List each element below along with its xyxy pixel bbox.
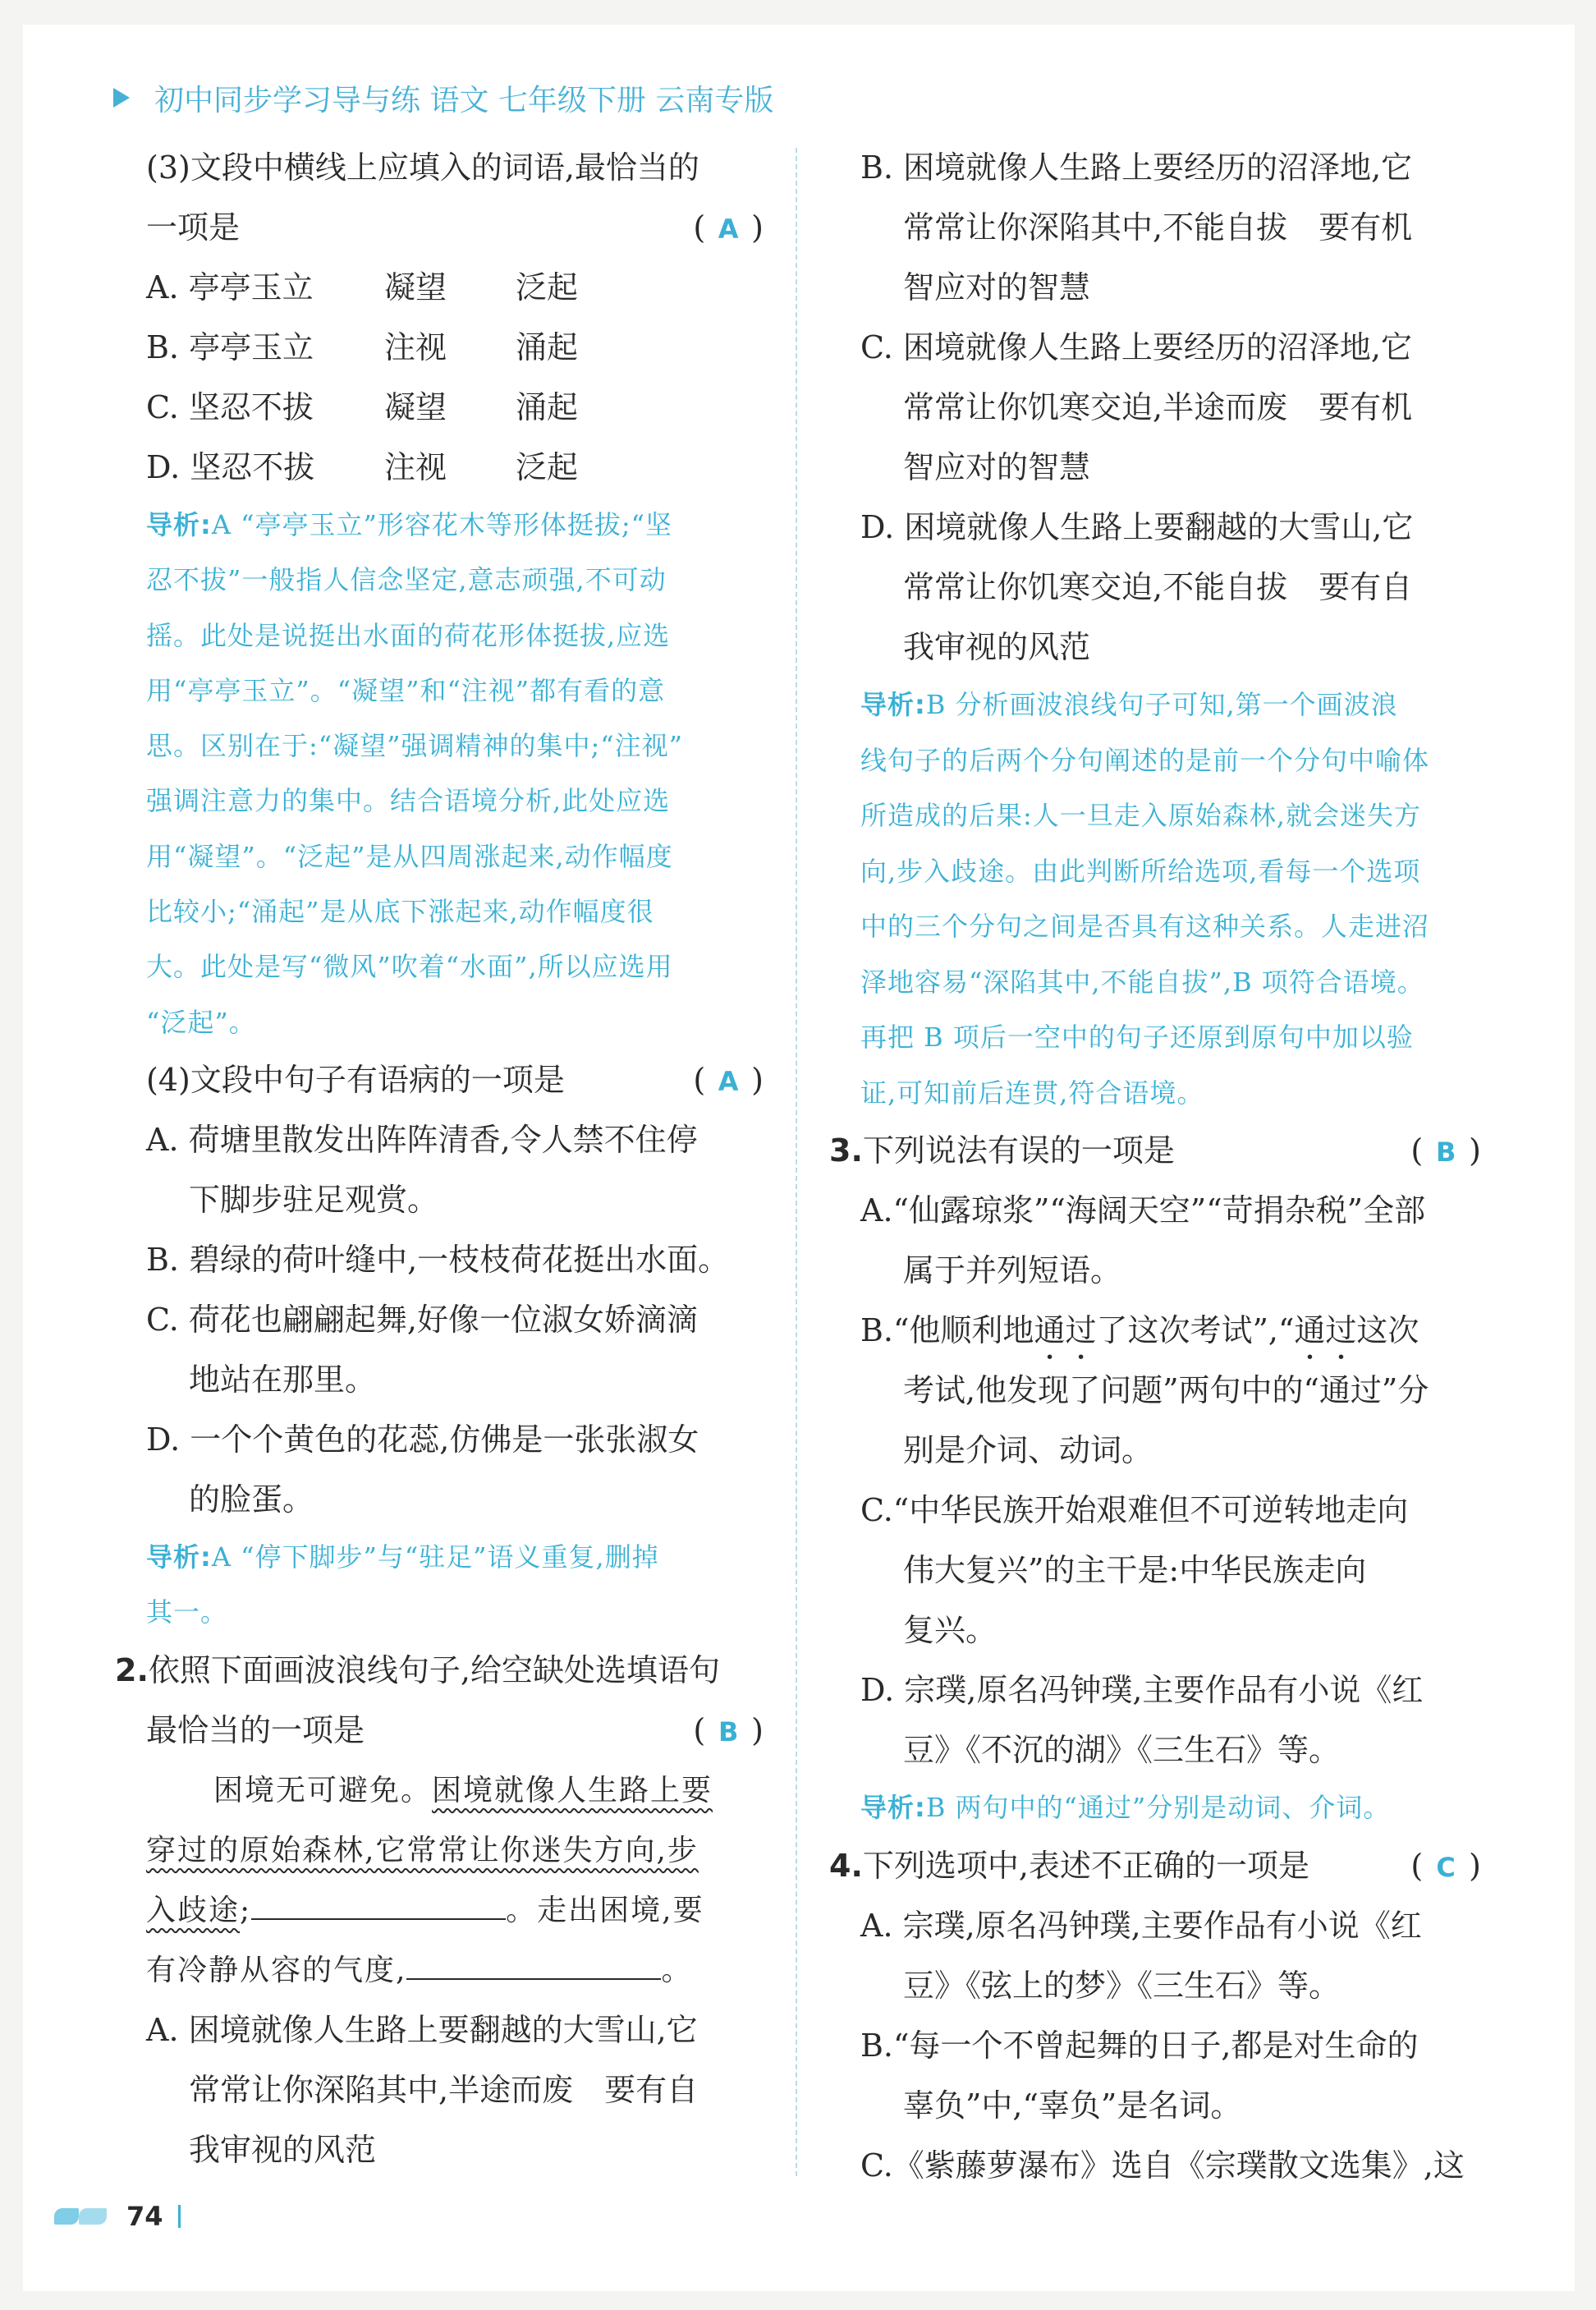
- q4-option-c-line2: 地站在那里。: [189, 1361, 377, 1398]
- q3-option-c-line1: C.“中华民族开始艰难但不可逆转地走向: [860, 1492, 1409, 1528]
- page-number: 74: [126, 2201, 163, 2232]
- analysis-line: 大。此处是写“微风”吹着“水面”,所以应选用: [146, 951, 673, 983]
- analysis-line: 用“凝望”。“泛起”是从四周涨起来,动作幅度: [146, 840, 673, 872]
- question-number: 3.: [829, 1132, 863, 1169]
- passage-line: [146, 1881, 764, 1940]
- q4-stem: [146, 1050, 764, 1110]
- option-text: 注视: [384, 449, 447, 485]
- q3-option-a-line1: A.“仙露琼浆”“海阔天空”“苛捐杂税”全部: [860, 1192, 1426, 1228]
- option-text: 涌起: [516, 389, 579, 425]
- analysis-line: 强调注意力的集中。结合语境分析,此处应选: [146, 785, 671, 817]
- analysis-label: 导析:: [146, 1541, 212, 1573]
- option-text: 凝望: [384, 389, 447, 425]
- analysis-line: 泽地容易“深陷其中,不能自拔”,B 项符合语境。: [860, 966, 1424, 998]
- book-header: [113, 77, 773, 118]
- q4-stem-text: 下列选项中,表述不正确的一项是: [862, 1847, 1309, 1884]
- q3-option-d-line1: D. 宗璞,原名冯钟璞,主要作品有小说《红: [860, 1672, 1424, 1708]
- q3-option-a: [146, 258, 764, 318]
- passage-wavy-text: 入歧途: [146, 1893, 241, 1927]
- option-text: 凝望: [384, 269, 447, 305]
- q2-option-b-line1: B. 困境就像人生路上要经历的沼泽地,它: [860, 149, 1413, 186]
- q4-option-a-line1: A. 宗璞,原名冯钟璞,主要作品有小说《红: [860, 1907, 1422, 1944]
- q2-answer-paren: ( B ): [693, 1701, 764, 1762]
- q3-stem-text: 下列说法有误的一项是: [862, 1132, 1175, 1169]
- passage-text: 困境无可避免。: [213, 1773, 433, 1807]
- q2-analysis: [860, 677, 1481, 1121]
- q3-option-b-line1: [860, 1301, 1481, 1361]
- q3-option-c: [146, 378, 764, 438]
- option-text: 注视: [384, 329, 447, 365]
- q2-option-d-line3: 我审视的风范: [903, 629, 1091, 665]
- q3-stem-text: 一项是: [146, 209, 241, 246]
- option-text: B.“他顺利地: [860, 1312, 1034, 1348]
- page-number-bar: [178, 2205, 181, 2228]
- q2-option-c-line3: 智应对的智慧: [903, 449, 1091, 485]
- passage-line: [146, 1821, 764, 1881]
- passage-wavy-text: 困境就像人生路上要: [432, 1773, 713, 1807]
- passage-line: [146, 1940, 764, 2000]
- passage-text: 。: [661, 1953, 693, 1987]
- q4-analysis: [146, 1530, 764, 1641]
- q4-stem-text: (4)文段中句子有语病的一项是: [146, 1061, 565, 1098]
- analysis-line: B 分析画波浪线句子可知,第一个画波浪: [925, 689, 1398, 720]
- q4-option-b: B. 碧绿的荷叶缝中,一枝枝荷花挺出水面。: [146, 1241, 730, 1278]
- q3-option-c-line2: 伟大复兴”的主干是:中华民族走向: [903, 1552, 1367, 1588]
- q2-option-c-line2: 常常让你饥寒交迫,半途而废 要有机: [903, 389, 1413, 425]
- q2-option-a-line2: 常常让你深陷其中,半途而废 要有自: [189, 2071, 699, 2108]
- fill-blank-1[interactable]: [251, 1889, 506, 1920]
- analysis-label: 导析:: [860, 689, 926, 720]
- option-text: 泛起: [516, 449, 579, 485]
- fill-blank-2[interactable]: [406, 1949, 661, 1980]
- q3-answer-paren: ( B ): [1410, 1121, 1481, 1183]
- analysis-line: 向,步入歧途。由此判断所给选项,看每一个选项: [860, 855, 1421, 887]
- q2-option-d-line1: D. 困境就像人生路上要翻越的大雪山,它: [860, 509, 1414, 545]
- passage-text: 有冷静从容的气度,: [146, 1953, 407, 1987]
- q4-option-a-line2: 豆》《弦上的梦》《三生石》等。: [903, 1967, 1341, 2004]
- page-footer: [54, 2201, 181, 2232]
- question-number: 2.: [115, 1651, 149, 1688]
- analysis-line: 思。区别在于:“凝望”强调精神的集中;“注视”: [146, 730, 684, 762]
- q2-option-c-line1: C. 困境就像人生路上要经历的沼泽地,它: [860, 329, 1412, 365]
- q2-stem-text2: 最恰当的一项是: [146, 1711, 365, 1748]
- option-text: 涌起: [516, 329, 579, 365]
- page-number-decoration: [54, 2205, 112, 2228]
- option-text: A. 亭亭玉立: [146, 269, 314, 305]
- analysis-line: 证,可知前后连贯,符合语境。: [860, 1077, 1204, 1109]
- q3-option-b-line2: 考试,他发现了问题”两句中的“通过”分: [903, 1372, 1429, 1408]
- analysis-line: “泛起”。: [146, 1006, 256, 1038]
- analysis-line: 比较小;“涌起”是从底下涨起来,动作幅度很: [146, 896, 654, 928]
- q2-stem-text: 依照下面画波浪线句子,给空缺处选填语句: [148, 1651, 720, 1688]
- triangle-icon: [113, 88, 130, 108]
- q4-option-b-line2: 辜负”中,“辜负”是名词。: [903, 2087, 1242, 2124]
- q2-answer: B: [718, 1715, 739, 1747]
- q3-option-a-line2: 属于并列短语。: [903, 1252, 1122, 1288]
- q2-option-d-line2: 常常让你饥寒交迫,不能自拔 要有自: [903, 569, 1413, 605]
- analysis-line: 中的三个分句之间是否具有这种关系。人走进沼: [860, 911, 1430, 942]
- q4-option-d-line2: 的脸蛋。: [189, 1481, 314, 1518]
- analysis-line: 用“亭亭玉立”。“凝望”和“注视”都有看的意: [146, 674, 666, 706]
- option-text: D. 坚忍不拔: [146, 449, 315, 485]
- q3-option-b: [146, 318, 764, 378]
- q3-stem-line1: (3)文段中横线上应填入的词语,最恰当的: [146, 149, 699, 186]
- q3-answer: B: [1435, 1137, 1456, 1168]
- q2-stem-line2: [146, 1701, 764, 1761]
- option-text: 了这次考试”,“: [1096, 1312, 1295, 1348]
- left-column: [115, 138, 764, 2180]
- column-divider: [796, 148, 797, 2176]
- q3-option-d-line2: 豆》《不沉的湖》《三生石》等。: [903, 1732, 1341, 1768]
- q4-option-a-line2: 下脚步驻足观赏。: [189, 1181, 439, 1218]
- dotted-word: 通过: [1034, 1312, 1097, 1348]
- q2-option-a-line3: 我审视的风范: [189, 2131, 377, 2168]
- analysis-line: 忍不拔”一般指人信念坚定,意志顽强,不可动: [146, 564, 667, 596]
- option-text: B. 亭亭玉立: [146, 329, 314, 365]
- analysis-line: B 两句中的“通过”分别是动词、介词。: [925, 1792, 1391, 1823]
- q2-option-b-line2: 常常让你深陷其中,不能自拔 要有机: [903, 209, 1413, 246]
- q4-answer: A: [718, 1065, 739, 1097]
- q3-stem-line2: [146, 198, 764, 258]
- q4-stem: [829, 1836, 1481, 1896]
- q3-option-c-line3: 复兴。: [903, 1612, 998, 1648]
- q3-answer: A: [718, 214, 739, 245]
- passage-line: [146, 1761, 764, 1821]
- q3-analysis: [860, 1780, 1481, 1836]
- q3-option-b-line3: 别是介词、动词。: [903, 1432, 1153, 1468]
- q4-answer-paren: ( A ): [693, 1050, 764, 1112]
- q4-option-c-line1: C. 荷花也翩翩起舞,好像一位淑女娇滴滴: [146, 1301, 698, 1338]
- q2-option-a-line1: A. 困境就像人生路上要翻越的大雪山,它: [146, 2011, 698, 2048]
- header-title: 初中同步学习导与练 语文 七年级下册 云南专版: [154, 83, 774, 117]
- q4-option-c-line1: C.《紫藤萝瀑布》选自《宗璞散文选集》,这: [860, 2147, 1465, 2184]
- q4-option-a-line1: A. 荷塘里散发出阵阵清香,令人禁不住停: [146, 1121, 698, 1158]
- analysis-line: A “亭亭玉立”形容花木等形体挺拔;“坚: [211, 509, 672, 540]
- passage-wavy-text: 穿过的原始森林,它常常让你迷失方向,步: [146, 1833, 699, 1867]
- question-number: 4.: [829, 1847, 863, 1884]
- q3-option-d: [146, 438, 764, 498]
- q2-option-b-line3: 智应对的智慧: [903, 269, 1091, 305]
- analysis-line: 再把 B 项后一空中的句子还原到原句中加以验: [860, 1022, 1414, 1053]
- passage-text: 。走出困境,要: [506, 1893, 704, 1927]
- q4-answer-paren: ( C ): [1410, 1836, 1481, 1898]
- analysis-line: A “停下脚步”与“驻足”语义重复,删掉: [211, 1541, 659, 1573]
- analysis-line: 线句子的后两个分句阐述的是前一个分句中喻体: [860, 744, 1430, 776]
- analysis-label: 导析:: [146, 509, 212, 540]
- analysis-line: 其一。: [146, 1596, 228, 1628]
- q3-stem: [829, 1121, 1481, 1181]
- q3-answer-paren: ( A ): [693, 198, 764, 259]
- option-text: C. 坚忍不拔: [146, 389, 314, 425]
- analysis-line: 摇。此处是说挺出水面的荷花形体挺拔,应选: [146, 619, 671, 651]
- q2-stem-line1: [115, 1641, 764, 1701]
- q4-option-b-line1: B.“每一个不曾起舞的日子,都是对生命的: [860, 2027, 1419, 2064]
- right-column: [829, 138, 1481, 2196]
- q3-analysis: [146, 498, 764, 1050]
- analysis-line: 所造成的后果:人一旦走入原始森林,就会迷失方: [860, 800, 1421, 831]
- analysis-label: 导析:: [860, 1792, 926, 1823]
- q4-option-d-line1: D. 一个个黄色的花蕊,仿佛是一张张淑女: [146, 1421, 699, 1458]
- q2-passage: [146, 1761, 764, 2000]
- q4-answer: C: [1436, 1851, 1456, 1883]
- dotted-word: 通过: [1294, 1312, 1357, 1348]
- option-text: 泛起: [516, 269, 579, 305]
- passage-text: ;: [240, 1893, 252, 1927]
- option-text: 这次: [1356, 1312, 1419, 1348]
